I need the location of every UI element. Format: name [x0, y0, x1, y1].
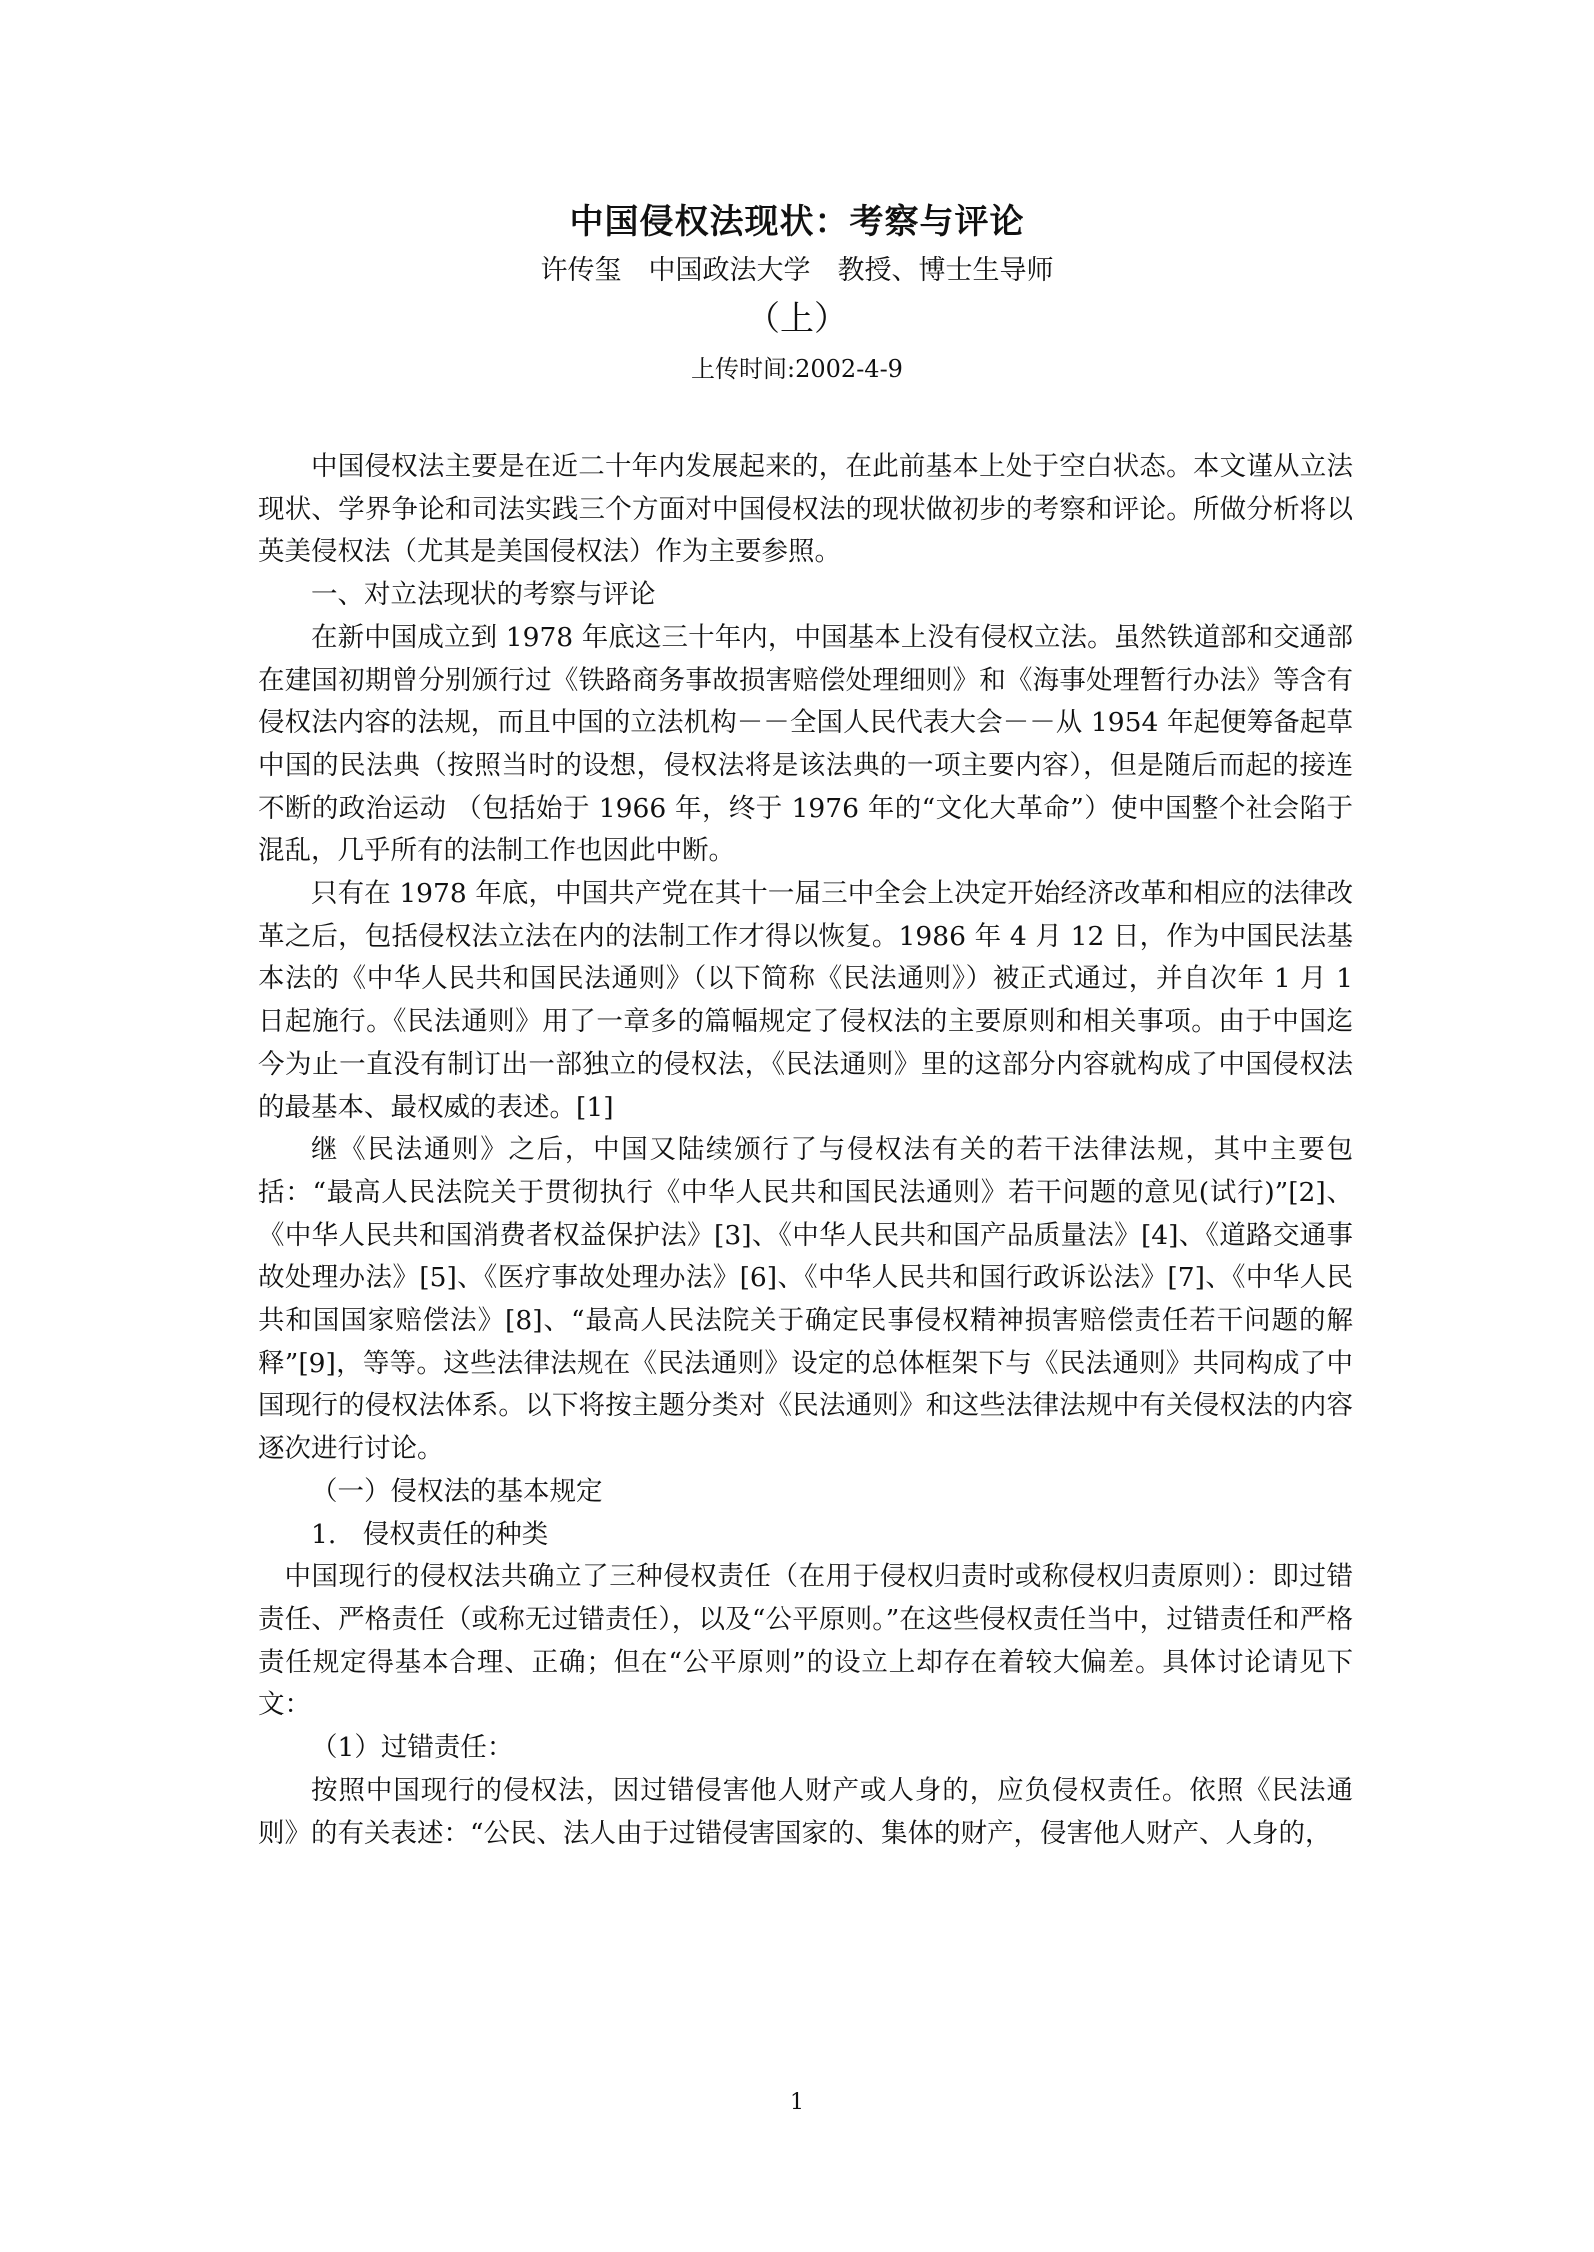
paragraph: 继《民法通则》之后，中国又陆续颁行了与侵权法有关的若干法律法规，其中主要包括：“最高人民法院关于贯彻执行《中华人民共和国民法通则》若干问题的意见(试行)”[2]、《中华人民共和国消费者权益保护法》[3]、《中华人民共和国产品质量法》[4]、《道路交通事故处理办法》[5]、《医疗事故处理办法》[6]、《中华人民共和国行政诉讼法》[7]、《中华人民共和国国家赔偿法》[8]、“最高人民法院关于确定民事侵权精神损害赔偿责任若干问题的解释”[9]，等等。这些法律法规在《民法通则》设定的总体框架下与《民法通则》共同构成了中国现行的侵权法体系。以下将按主题分类对《民法通则》和这些法律法规中有关侵权法的内容逐次进行讨论。	[258, 1134, 1353, 1465]
document-title: 中国侵权法现状：考察与评论	[569, 202, 1025, 242]
author-byline: 许传玺 中国政法大学 教授、博士生导师	[540, 255, 1054, 286]
paragraph: 中国现行的侵权法共确立了三种侵权责任（在用于侵权归责时或称侵权归责原则）：即过错责任、严格责任（或称无过错责任），以及“公平原则。”在这些侵权责任当中，过错责任和严格责任规定得基本合理、正确；但在“公平原则”的设立上却存在着较大偏差。具体讨论请见下文：	[258, 1561, 1353, 1721]
item-heading: 1. 侵权责任的种类	[311, 1518, 549, 1550]
paragraph: 按照中国现行的侵权法，因过错侵害他人财产或人身的，应负侵权责任。依照《民法通则》的有关表述：“公民、法人由于过错侵害国家的、集体的财产，侵害他人财产、人身的，	[258, 1774, 1353, 1849]
part-label: （上）	[746, 299, 848, 339]
section-heading-1: 一、对立法现状的考察与评论	[311, 579, 656, 611]
document-body	[258, 446, 1353, 1855]
item-heading: （1）过错责任：	[311, 1732, 514, 1764]
paragraph: 只有在 1978 年底，中国共产党在其十一届三中全会上决定开始经济改革和相应的法律改革之后，包括侵权法立法在内的法制工作才得以恢复。1986 年 4 月 12 日，作为中国民法基本法的《中华人民共和国民法通则》（以下简称《民法通则》）被正式通过，并自次年 1 月 1 日起施行。《民法通则》用了一章多的篇幅规定了侵权法的主要原则和相关事项。由于中国迄今为止一直没有制订出一部独立的侵权法，《民法通则》里的这部分内容就构成了中国侵权法的最基本、最权威的表述。[1]	[258, 878, 1353, 1123]
subsection-heading: （一）侵权法的基本规定	[311, 1475, 603, 1507]
upload-time: 上传时间:2002-4-9	[691, 355, 903, 383]
paragraph: 在新中国成立到 1978 年底这三十年内，中国基本上没有侵权立法。虽然铁道部和交通部在建国初期曾分别颁行过《铁路商务事故损害赔偿处理细则》和《海事处理暂行办法》等含有侵权法内容的法规，而且中国的立法机构－－全国人民代表大会－－从 1954 年起便筹备起草中国的民法典（按照当时的设想，侵权法将是该法典的一项主要内容），但是随后而起的接连不断的政治运动 （包括始于 1966 年，终于 1976 年的“文化大革命”）使中国整个社会陷于混乱，几乎所有的法制工作也因此中断。	[258, 621, 1353, 867]
page-number: 1	[790, 2090, 804, 2115]
paragraph-intro: 中国侵权法主要是在近二十年内发展起来的，在此前基本上处于空白状态。本文谨从立法现状、学界争论和司法实践三个方面对中国侵权法的现状做初步的考察和评论。所做分析将以英美侵权法（尤其是美国侵权法）作为主要参照。	[258, 451, 1353, 568]
